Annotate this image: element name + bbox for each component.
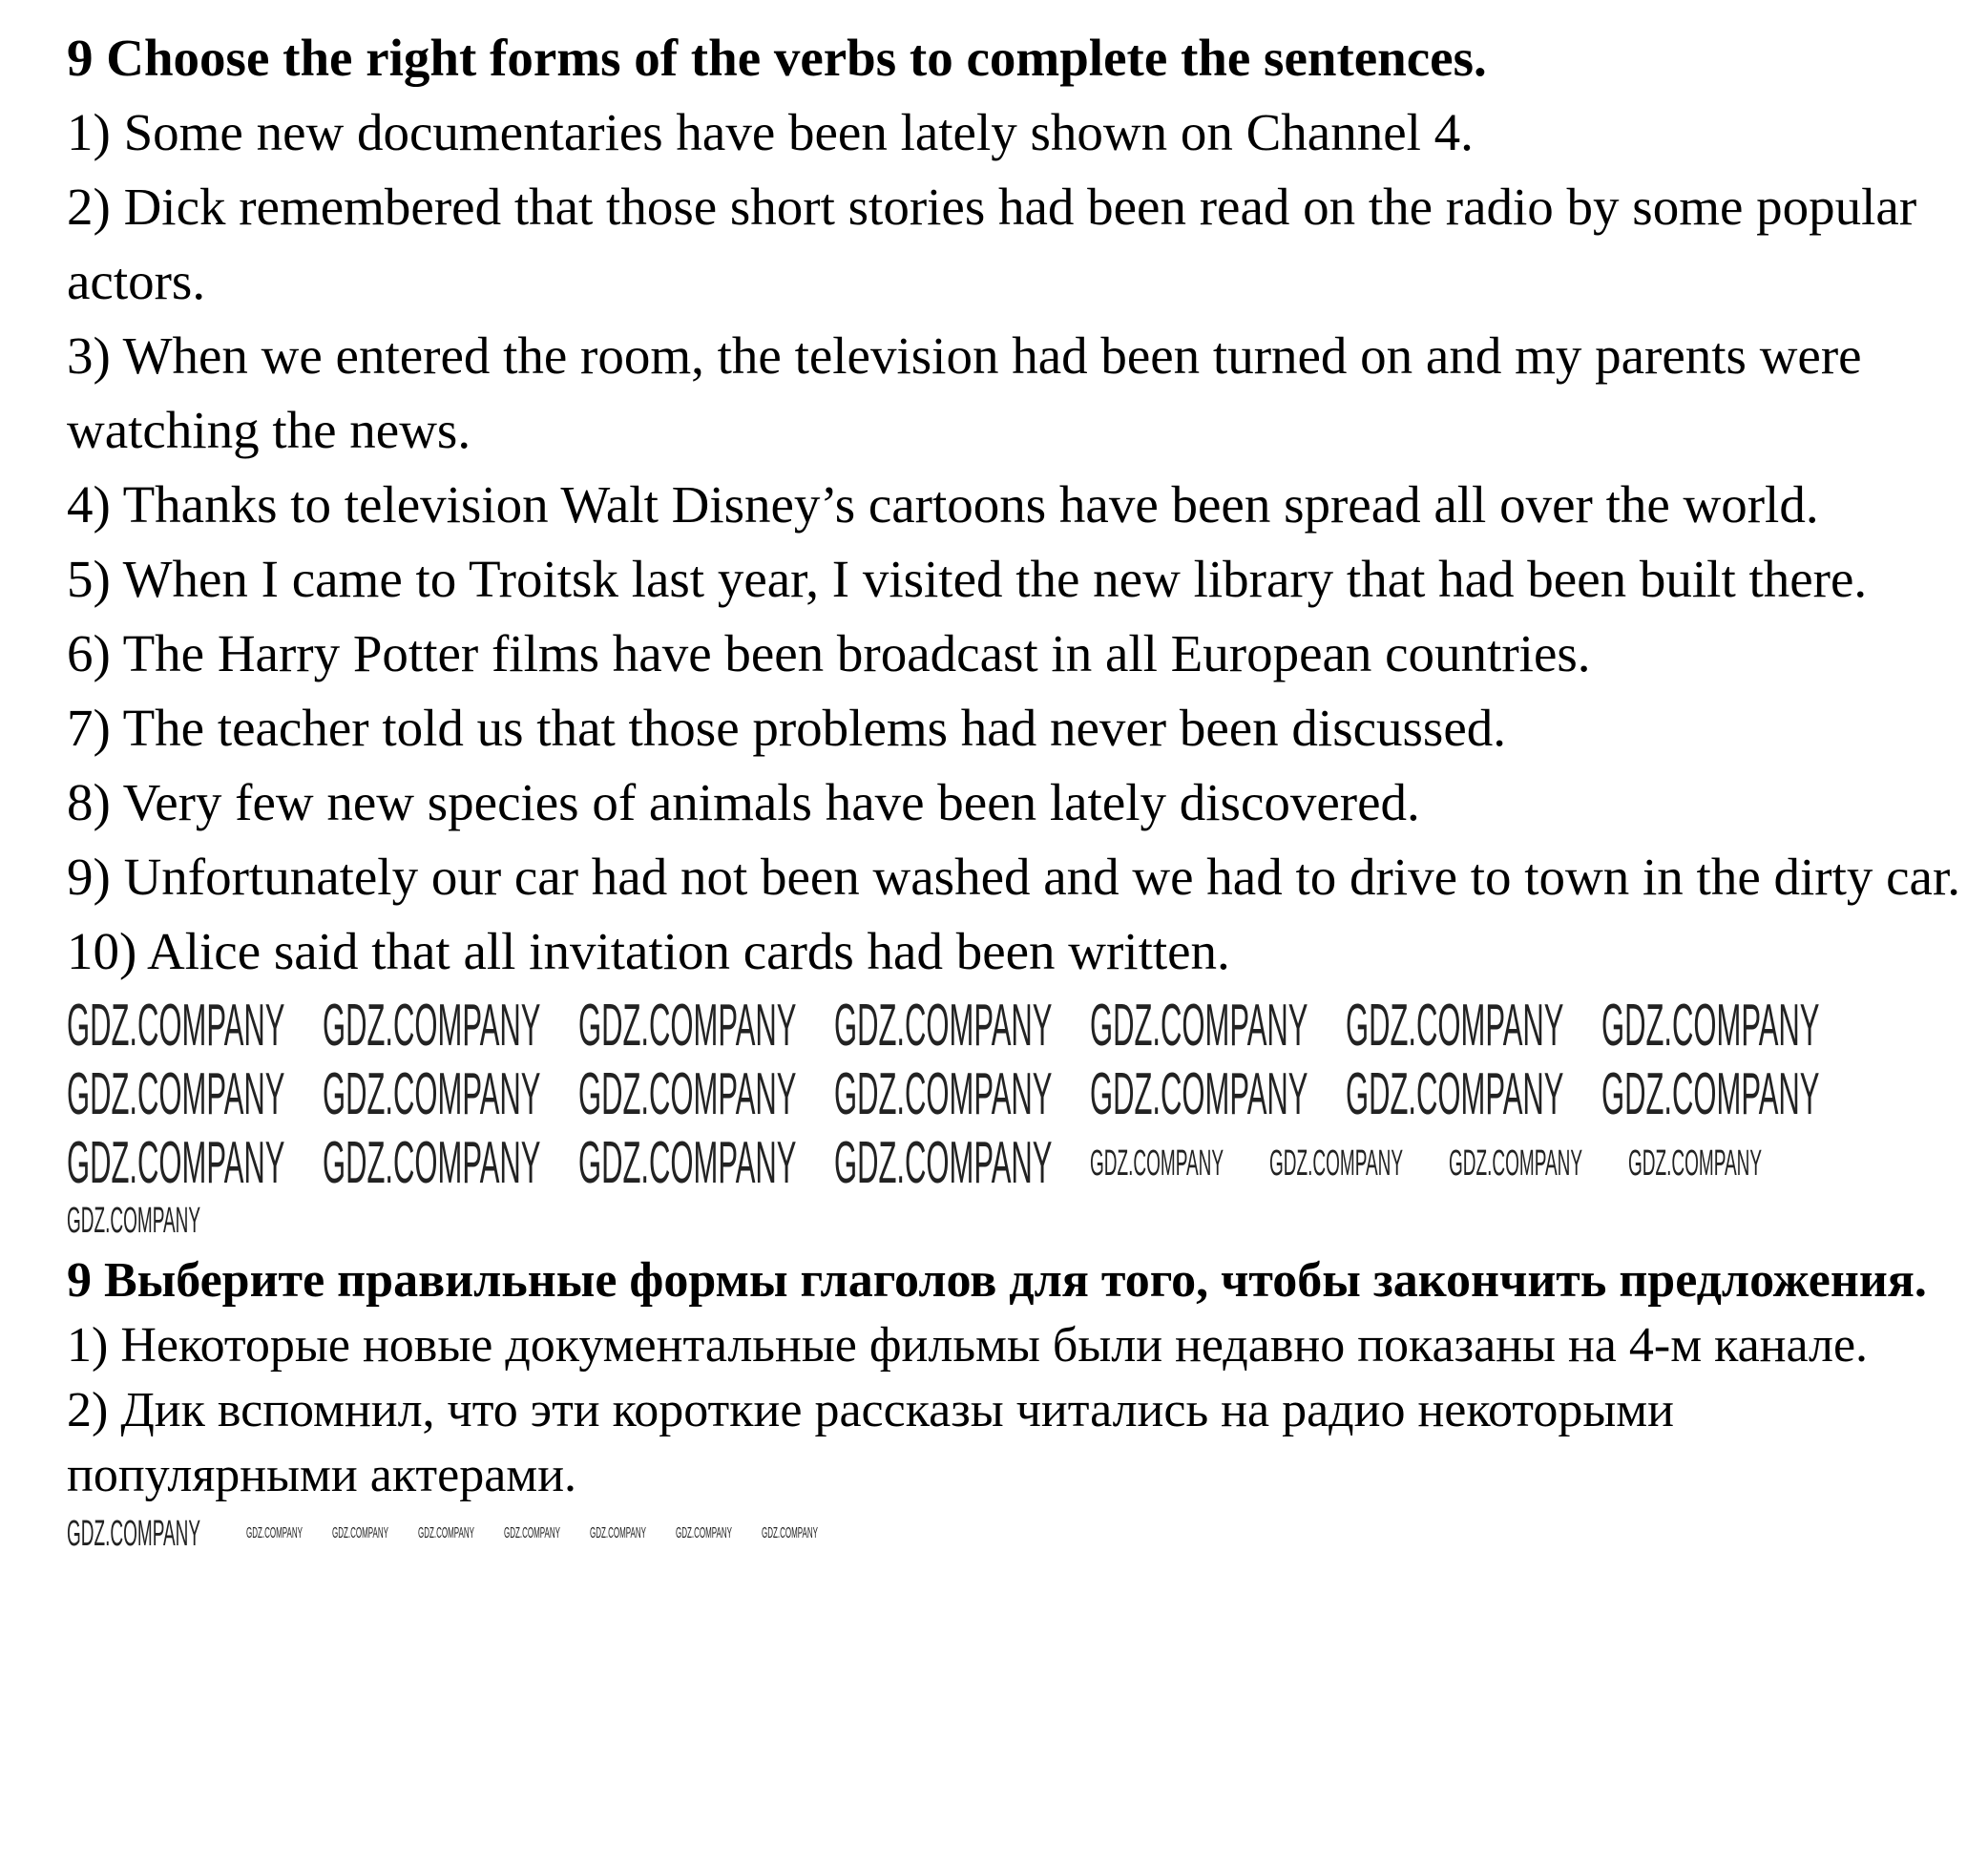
watermark — [504, 1526, 573, 1543]
watermark — [834, 993, 1073, 1059]
watermark-text: GDZ.COMPANY — [67, 1201, 201, 1241]
watermark — [323, 1130, 561, 1196]
watermark-text: GDZ.COMPANY — [834, 1130, 1053, 1196]
watermark-text: GDZ.COMPANY — [1601, 1061, 1820, 1127]
watermark-text: GDZ.COMPANY — [1449, 1143, 1583, 1184]
watermark-text: GDZ.COMPANY — [504, 1525, 560, 1541]
exercise-heading-english: 9 Choose the right forms of the verbs to complete the sentences. — [67, 29, 1487, 87]
watermark — [1346, 1061, 1584, 1127]
english-section — [67, 21, 1961, 989]
russian-sentence-1: 1) Некоторые новые документальные фильмы были недавно показаны на 4-м канале. — [67, 1318, 1869, 1373]
watermark-text: GDZ.COMPANY — [418, 1525, 474, 1541]
watermark — [1090, 1145, 1252, 1184]
sentence-9: 9) Unfortunately our car had not been washed and we had to drive to town in the dirty car. — [67, 848, 1960, 906]
watermark — [762, 1526, 830, 1543]
watermark — [1449, 1145, 1611, 1184]
watermark — [1269, 1145, 1432, 1184]
watermark-text: GDZ.COMPANY — [578, 1130, 797, 1196]
watermark — [676, 1526, 744, 1543]
watermark-band — [67, 1516, 1961, 1554]
watermark — [323, 993, 561, 1059]
watermark-text: GDZ.COMPANY — [1628, 1143, 1763, 1184]
sentence-8: 8) Very few new species of animals have been lately discovered. — [67, 773, 1420, 831]
watermark — [834, 1130, 1073, 1196]
watermark-text: GDZ.COMPANY — [1090, 993, 1308, 1059]
watermark-text: GDZ.COMPANY — [1346, 1061, 1564, 1127]
watermark — [67, 993, 305, 1059]
watermark-text: GDZ.COMPANY — [67, 1514, 201, 1554]
sentence-7: 7) The teacher told us that those problems had never been discussed. — [67, 699, 1506, 757]
sentence-1: 1) Some new documentaries have been lately shown on Channel 4. — [67, 103, 1474, 161]
sentence-10: 10) Alice said that all invitation cards had been written. — [67, 922, 1230, 980]
watermark — [1628, 1145, 1790, 1184]
watermark-text: GDZ.COMPANY — [1269, 1143, 1404, 1184]
watermark-band — [67, 993, 1961, 1241]
watermark — [332, 1526, 401, 1543]
watermark-text: GDZ.COMPANY — [676, 1525, 732, 1541]
watermark — [834, 1061, 1073, 1127]
watermark — [246, 1526, 315, 1543]
sentence-2: 2) Dick remembered that those short stories had been read on the radio by some popular actors. — [67, 178, 1917, 310]
watermark-text: GDZ.COMPANY — [67, 1061, 285, 1127]
watermark — [1601, 1061, 1840, 1127]
watermark — [1346, 993, 1584, 1059]
watermark — [1090, 993, 1329, 1059]
exercise-heading-russian: 9 Выберите правильные формы глаголов для того, чтобы закончить предложения. — [67, 1253, 1927, 1308]
watermark — [590, 1526, 659, 1543]
sentence-5: 5) When I came to Troitsk last year, I visited the new library that had been built there. — [67, 550, 1868, 608]
russian-section — [67, 1248, 1961, 1508]
watermark-text: GDZ.COMPANY — [323, 993, 541, 1059]
watermark-text: GDZ.COMPANY — [67, 1130, 285, 1196]
watermark-text: GDZ.COMPANY — [1090, 1143, 1224, 1184]
watermark — [67, 1130, 305, 1196]
watermark-text: GDZ.COMPANY — [1601, 993, 1820, 1059]
watermark — [67, 1516, 229, 1554]
sentence-6: 6) The Harry Potter films have been broadcast in all European countries. — [67, 624, 1591, 682]
watermark-text: GDZ.COMPANY — [834, 993, 1053, 1059]
watermark — [1601, 993, 1840, 1059]
watermark-text: GDZ.COMPANY — [1090, 1061, 1308, 1127]
watermark — [67, 1203, 229, 1241]
watermark — [67, 1061, 305, 1127]
watermark-text: GDZ.COMPANY — [323, 1130, 541, 1196]
watermark-text: GDZ.COMPANY — [246, 1525, 303, 1541]
watermark-text: GDZ.COMPANY — [67, 993, 285, 1059]
watermark — [578, 1130, 817, 1196]
russian-sentence-2: 2) Дик вспомнил, что эти короткие рассказы читались на радио некоторыми популярными актерами. — [67, 1383, 1675, 1502]
sentence-4: 4) Thanks to television Walt Disney’s cartoons have been spread all over the world. — [67, 475, 1819, 534]
watermark-text: GDZ.COMPANY — [762, 1525, 818, 1541]
sentence-3: 3) When we entered the room, the television had been turned on and my parents were watching the news. — [67, 326, 1862, 459]
watermark-text: GDZ.COMPANY — [1346, 993, 1564, 1059]
watermark-text: GDZ.COMPANY — [578, 993, 797, 1059]
watermark — [1090, 1061, 1329, 1127]
watermark-text: GDZ.COMPANY — [332, 1525, 388, 1541]
watermark-text: GDZ.COMPANY — [578, 1061, 797, 1127]
watermark-text: GDZ.COMPANY — [323, 1061, 541, 1127]
watermark — [578, 1061, 817, 1127]
watermark — [418, 1526, 487, 1543]
watermark-text: GDZ.COMPANY — [590, 1525, 646, 1541]
watermark — [578, 993, 817, 1059]
watermark — [323, 1061, 561, 1127]
watermark-text: GDZ.COMPANY — [834, 1061, 1053, 1127]
